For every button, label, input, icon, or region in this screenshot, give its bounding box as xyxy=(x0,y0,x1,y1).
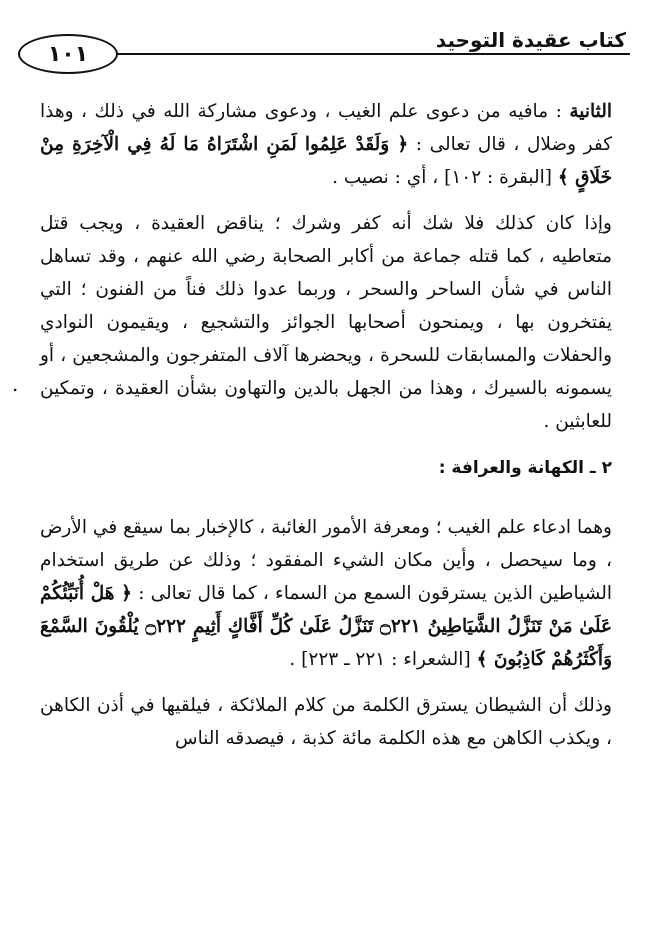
paragraph-2: وإذا كان كذلك فلا شك أنه كفر وشرك ؛ يناقض العقيدة ، ويجب قتل متعاطيه ، كما قتله جماعة من أكابر الصحابة رضي الله عنهم ، وقد تساهل الناس في شأن الساحر والسحر ، وربما عدوا ذلك فناً من الفنون ؛ التي يفتخرون بها ، ويمنحون أصحابها الجوائز والتشجيع ، ويقيمون النوادي والحفلات والمسابقات للسحرة ، ويحضرها آلاف المتفرجون والمشجعين ، أو يسمونه بالسيرك ، وهذا من الجهل بالدين والتهاون بشأن العقيدة ، وتمكين للعابثين . xyxy=(40,213,612,432)
paragraph-text: : مافيه من دعوى علم الغيب ، ودعوى مشاركة الله في ذلك ، وهذا كفر وضلال ، قال تعالى : xyxy=(40,101,612,155)
paragraph-1 xyxy=(40,95,612,194)
quran-verse: ﴿ وَلَقَدْ عَلِمُوا لَمَنِ اشْتَرَاهُ مَا لَهُ فِي الْآخِرَةِ مِنْ خَلَاقٍ ﴾ xyxy=(40,134,612,188)
quran-verse: ﴿ هَلْ أُنَبِّئُكُمْ عَلَىٰ مَنْ تَنَزَّلُ الشَّيَاطِينُ ۝٢٢١ تَنَزَّلُ عَلَىٰ كُلِّ أَفَّاكٍ أَثِيمٍ ۝٢٢٢ يُلْقُونَ السَّمْعَ وَأَكْثَرُهُمْ كَاذِبُونَ ﴾ xyxy=(40,583,613,670)
header-rule xyxy=(116,53,630,55)
verse-citation: [البقرة : ١٠٢] ، أي : نصيب . xyxy=(332,167,552,188)
page-header xyxy=(18,20,630,82)
paragraph-text: وهما ادعاء علم الغيب ؛ ومعرفة الأمور الغائبة ، كالإخبار بما سيقع في الأرض ، وما سيحصل ، وأين مكان الشيء المفقود ؛ وذلك عن طريق استخدام الشياطين الذين يسترقون السمع من السماء ، كما قال تعالى : xyxy=(40,517,612,604)
book-title: كتاب عقيدة التوحيد xyxy=(428,28,626,52)
margin-mark: . xyxy=(12,372,19,396)
section-heading: ٢ ـ الكهانة والعرافة : xyxy=(438,458,612,478)
page-number: ١٠١ xyxy=(18,34,118,74)
paragraph-lead: الثانية xyxy=(569,101,612,122)
paragraph-4: وذلك أن الشيطان يسترق الكلمة من كلام الملائكة ، فيلقيها في أذن الكاهن ، ويكذب الكاهن مع هذه الكلمة مائة كذبة ، فيصدقه الناس xyxy=(40,695,612,749)
page-body xyxy=(40,95,612,768)
paragraph-3 xyxy=(40,511,612,676)
verse-citation: [الشعراء : ٢٢١ ـ ٢٢٣] . xyxy=(289,649,471,670)
